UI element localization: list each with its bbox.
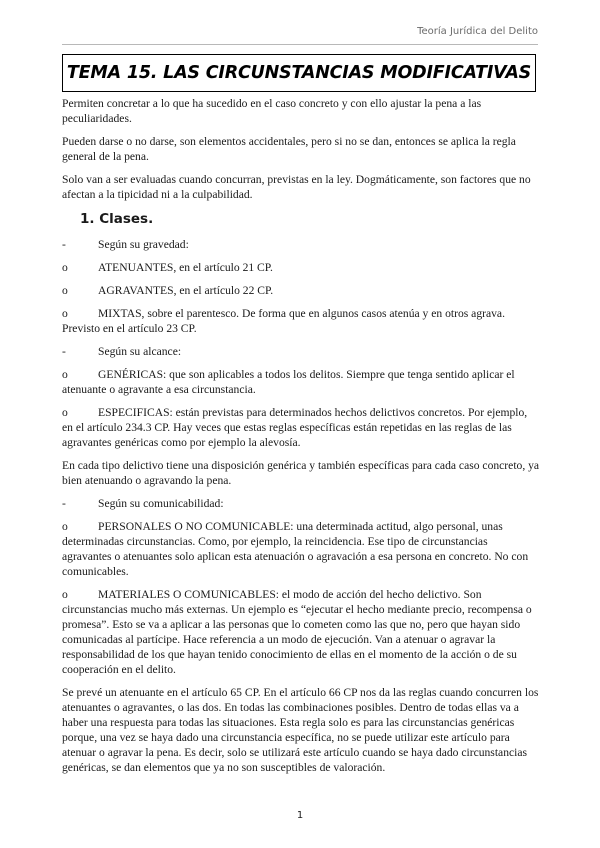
list-item [62,260,540,275]
page-number: 1 [296,810,304,821]
body-paragraph: Se prevé un atenuante en el artículo 65 CP. En el artículo 66 CP nos da las reglas cuando concurren los atenuantes o agravantes, o las dos. En todas las combinaciones posibles. Dentro de todas ellas va a haber una respuesta para todas las situaciones. Esta regla solo es para las circunstancias genéricas porque, una vez se haya dado una circunstancia específica, no se puede utilizar este artículo para atenuar o agravar la pena. Es decir, solo se utilizará este artículo cuando se haya dado circunstancias genéricas, se dan elementos que ya no son susceptibles de valoración. [62,686,539,774]
list-paragraph [62,367,540,397]
header-divider [62,44,538,45]
list-item-text: MIXTAS, sobre el parentesco. De forma que en algunos casos atenúa y en otros agrava. Previsto en el artículo 23 CP. [62,307,505,335]
section-heading: 1. Clases. [80,211,154,227]
dash-bullet: - [62,345,66,358]
running-header: Teoría Jurídica del Delito [417,26,538,37]
circle-bullet: o [62,588,68,601]
list-item [62,283,540,298]
circle-bullet: o [62,261,68,274]
list-item-text: Según su gravedad: [98,238,189,251]
page-title: TEMA 15. LAS CIRCUNSTANCIAS MODIFICATIVAS [66,63,532,83]
list-item-text: AGRAVANTES, en el artículo 22 CP. [98,284,274,297]
intro-paragraph-3: Solo van a ser evaluadas cuando concurran, previstas en la ley. Dogmáticamente, son factores que no afectan a la tipicidad ni a la culpabilidad. [62,173,531,201]
circle-bullet: o [62,284,68,297]
list-paragraph [62,587,540,677]
body-paragraph: En cada tipo delictivo tiene una disposición genérica y también específicas para cada caso concreto, ya bien atenuando o agravando la pena. [62,459,540,487]
intro-paragraph-1: Permiten concretar a lo que ha sucedido en el caso concreto y con ello ajustar la pena a las peculiaridades. [62,97,482,125]
list-item [62,237,540,252]
circle-bullet: o [62,406,68,419]
list-paragraph [62,519,540,579]
list-paragraph [62,405,540,450]
dash-bullet: - [62,238,66,251]
list-item-text: ESPECIFICAS: están previstas para determinados hechos delictivos concretos. Por ejemplo, en el artículo 234.3 CP. Hay veces que estas reglas específicas están repetidas en las reglas de las agravantes genéricas como por ejemplo la alevosía. [62,406,528,449]
list-item-text: Según su alcance: [98,345,182,358]
list-paragraph [62,306,540,336]
title-box [62,54,536,92]
list-item [62,344,540,359]
circle-bullet: o [62,307,68,320]
list-item-text: GENÉRICAS: que son aplicables a todos los delitos. Siempre que tenga sentido aplicar el atenuante o agravante a esa circunstancia. [62,368,515,396]
list-item-text: MATERIALES O COMUNICABLES: el modo de acción del hecho delictivo. Son circunstancias mucho más externas. Un ejemplo es “ejecutar el hecho mediante precio, recompensa o promesa”. Esto se va a aplicar a las personas que lo cometen como las que no, pero que hayan sido comunicadas al partícipe. Hace referencia a un modo de ejecución. Van a atenuar o agravar la responsabilidad de los que hayan tenido conocimiento de ellas en el momento de la acción o de su cooperación en el delito. [62,588,532,676]
circle-bullet: o [62,520,68,533]
list-item-text: Según su comunicabilidad: [98,497,224,510]
list-item [62,496,540,511]
list-item-text: ATENUANTES, en el artículo 21 CP. [98,261,273,274]
list-item-text: PERSONALES O NO COMUNICABLE: una determinada actitud, algo personal, unas determinadas circunstancias. Como, por ejemplo, la reincidencia. Ese tipo de circunstancias agravantes o atenuantes solo aplican esta atenuación o agravación a esa persona en concreto. No con comunicables. [62,520,529,578]
document-body [62,96,540,783]
dash-bullet: - [62,497,66,510]
intro-paragraph-2: Pueden darse o no darse, son elementos accidentales, pero si no se dan, entonces se aplica la regla general de la pena. [62,135,516,163]
circle-bullet: o [62,368,68,381]
